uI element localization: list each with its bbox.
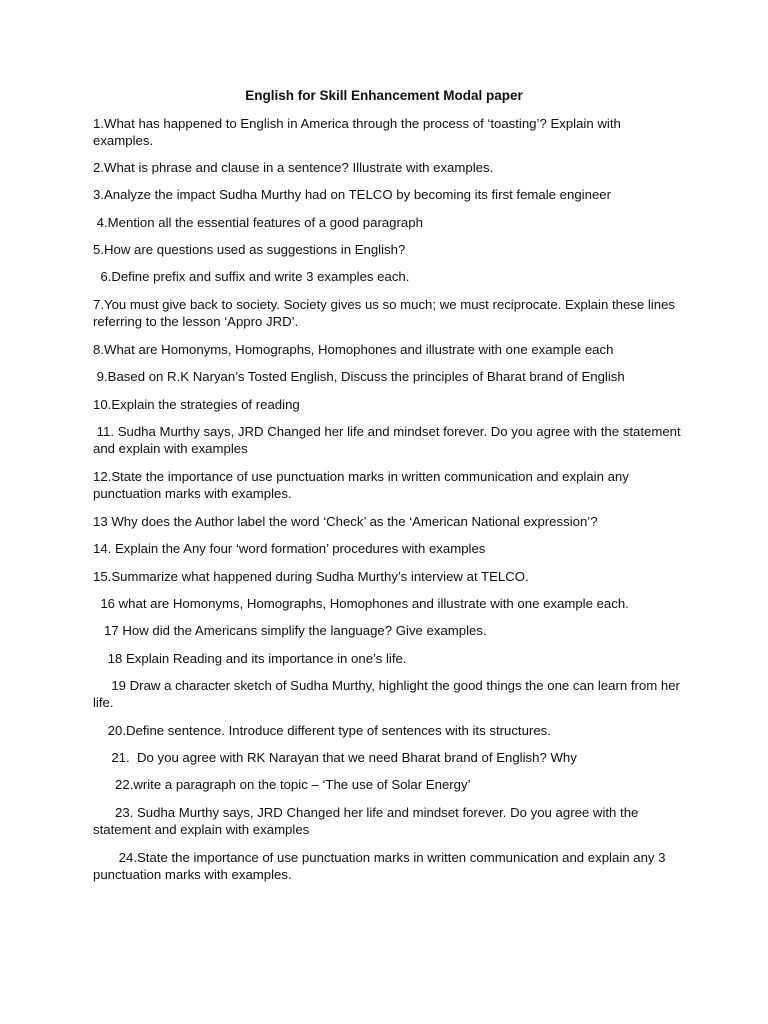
- question-5: 5.How are questions used as suggestions in English?: [93, 242, 406, 257]
- question-22: 22.write a paragraph on the topic – ‘The use of Solar Energy’: [93, 777, 471, 792]
- question-23: 23. Sudha Murthy says, JRD Changed her life and mindset forever. Do you agree with the statement and explain with examples: [93, 805, 643, 837]
- question-18: 18 Explain Reading and its importance in one’s life.: [93, 651, 407, 666]
- question-21: 21. Do you agree with RK Narayan that we need Bharat brand of English? Why: [93, 750, 577, 765]
- question-6: 6.Define prefix and suffix and write 3 examples each.: [93, 269, 410, 284]
- question-8: 8.What are Homonyms, Homographs, Homophones and illustrate with one example each: [93, 342, 614, 357]
- question-7: 7.You must give back to society. Society gives us so much; we must reciprocate. Explain these lines referring to the lesson ‘Appro JRD’.: [93, 297, 679, 329]
- question-17: 17 How did the Americans simplify the language? Give examples.: [93, 623, 487, 638]
- page-title: English for Skill Enhancement Modal paper: [245, 88, 523, 103]
- question-10: 10.Explain the strategies of reading: [93, 397, 300, 412]
- question-20: 20.Define sentence. Introduce different type of sentences with its structures.: [93, 723, 551, 738]
- question-9: 9.Based on R.K Naryan’s Tosted English, Discuss the principles of Bharat brand of English: [93, 369, 625, 384]
- question-14: 14. Explain the Any four ‘word formation’ procedures with examples: [93, 541, 486, 556]
- question-3: 3.Analyze the impact Sudha Murthy had on TELCO by becoming its first female engineer: [93, 187, 612, 202]
- question-15: 15.Summarize what happened during Sudha Murthy’s interview at TELCO.: [93, 569, 529, 584]
- question-12: 12.State the importance of use punctuation marks in written communication and explain any punctuation marks with examples.: [93, 469, 633, 501]
- question-19: 19 Draw a character sketch of Sudha Murthy, highlight the good things the one can learn from her life.: [93, 678, 684, 710]
- question-24: 24.State the importance of use punctuation marks in written communication and explain any 3 punctuation marks with examples.: [93, 850, 670, 882]
- question-11: 11. Sudha Murthy says, JRD Changed her life and mindset forever. Do you agree with the statement and explain with examples: [93, 424, 685, 456]
- question-16: 16 what are Homonyms, Homographs, Homophones and illustrate with one example each.: [93, 596, 629, 611]
- question-1: 1.What has happened to English in America through the process of ‘toasting’? Explain with examples.: [93, 116, 625, 148]
- question-13: 13 Why does the Author label the word ‘Check’ as the ‘American National expression’?: [93, 514, 598, 529]
- question-2: 2.What is phrase and clause in a sentence? Illustrate with examples.: [93, 160, 494, 175]
- question-4: 4.Mention all the essential features of a good paragraph: [93, 215, 423, 230]
